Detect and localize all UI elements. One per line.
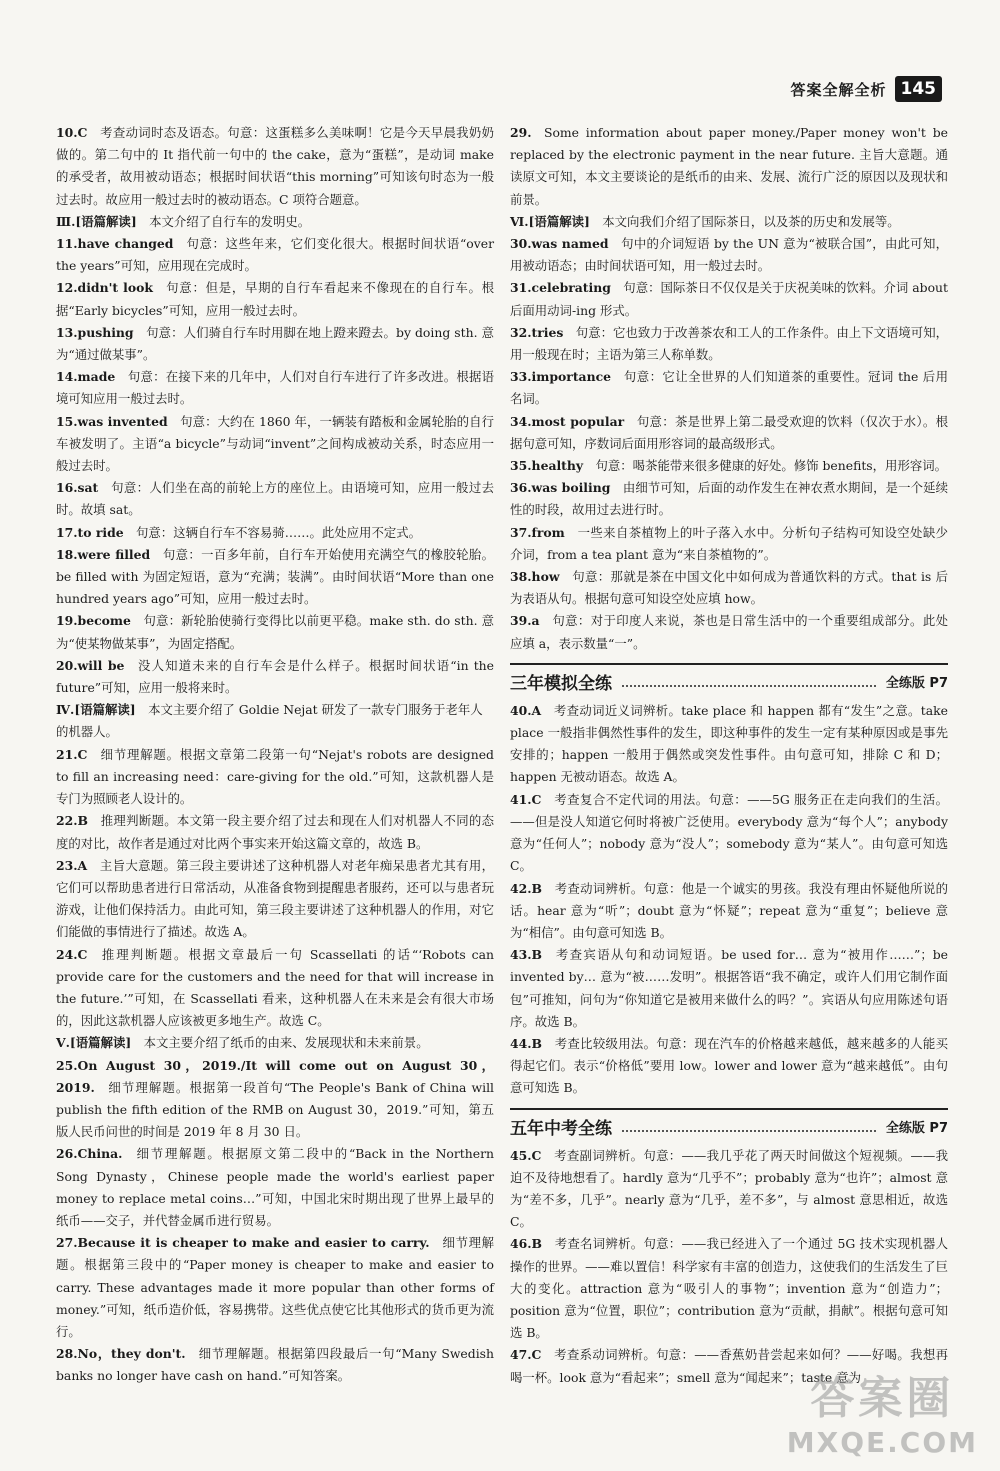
answer-explanation: 考查系动词辨析。句意：——香蕉奶昔尝起来如何？——好喝。我想再喝一杯。look 意为“看起来”；smell 意为“闻起来”；taste 意为 (510, 1347, 948, 1385)
answer-entry (56, 122, 494, 211)
answer-key: 12.didn't look (56, 280, 154, 296)
section-tag: Ⅴ.[语篇解读] (56, 1035, 132, 1051)
answer-entry (510, 944, 948, 1033)
answer-key: 15.was invented (56, 413, 168, 429)
answer-entry (510, 322, 948, 366)
answer-key: 31.celebrating (510, 280, 611, 296)
answer-explanation: Some information about paper money./Paper money won't be replaced by the electronic payment in the near future. 主旨大意题。通读原文可知，本文主要谈论的是纸币的由来、发展、流行广泛的原因以及现状和前景。 (510, 125, 948, 207)
section-text: 本文主要介绍了纸币的由来、发展现状和未来前景。 (143, 1035, 429, 1051)
answer-key: 43.B (510, 947, 543, 963)
answer-entry (56, 810, 494, 854)
answer-explanation: 推理判断题。本文第一段主要介绍了过去和现在人们对机器人不同的态度的对比，故作者是通过对比两个事实来开始这篇文章的，故选 B。 (56, 813, 494, 851)
answer-entry (510, 878, 948, 945)
answer-entry (56, 1232, 494, 1343)
answer-key: 34.most popular (510, 413, 625, 429)
answer-entry (510, 277, 948, 321)
answer-key: 39.a (510, 613, 540, 629)
answer-key: 25.On August 30，2019./It will come out on August 30，2019. (56, 1057, 494, 1095)
answer-explanation: 考查复合不定代词的用法。句意：——5G 服务正在走向我们的生活。——但是没人知道它何时将被广泛使用。everybody 意为“每个人”；anybody 意为“任何人”；nobody 意为“没人”；somebody 意为“某人”。由句意可知选 C。 (510, 791, 948, 874)
answer-key: 47.C (510, 1347, 542, 1363)
answer-explanation: 句中的介词短语 by the UN 意为“被联合国”，由此可知，用被动语态；由时间状语可知，用一般过去时。 (510, 236, 948, 274)
section-tag: Ⅵ.[语篇解读] (510, 213, 590, 229)
answer-explanation: 句意：这些年来，它们变化很大。根据时间状语“over the years”可知，应用现在完成时。 (56, 236, 494, 274)
answer-entry (510, 1145, 948, 1234)
answer-key: 44.B (510, 1035, 543, 1051)
answer-entry (510, 366, 948, 410)
answer-key: 42.B (510, 880, 543, 896)
answer-key: 45.C (510, 1147, 542, 1163)
answer-explanation: 细节理解题。根据第一段首句“The People's Bank of China will publish the fifth edition of the RMB on August 30，2019.”可知，第五版人民币问世的时间是 2019 年 8 月 30 日。 (56, 1079, 494, 1140)
answer-entry (510, 610, 948, 654)
answer-key: 36.was boiling (510, 480, 611, 496)
answer-entry (56, 855, 494, 944)
answer-entry (56, 411, 494, 478)
answer-explanation: 句意：新轮胎使骑行变得比以前更平稳。make sth. do sth. 意为“使某物做某事”，为固定搭配。 (56, 613, 494, 651)
watermark-logo: 答案圈 (810, 1373, 955, 1424)
answer-entry (56, 944, 494, 1033)
answer-explanation: 句意：茶是世界上第二最受欢迎的饮料（仅次于水）。根据句意可知，序数词后面用形容词的最高级形式。 (510, 413, 948, 451)
answer-explanation: 推理判断题。根据文章最后一句 Scassellati 的话“‘Robots can provide care for the customers and the need for that will increase in the future.’”可知，在 Scassellati 看来，这种机器人在未来是会有很大市场的，因此这款机器人应该被更多地生产。故选 C。 (56, 946, 494, 1029)
answer-explanation: 句意：人们坐在高的前轮上方的座位上。由语境可知，应用一般过去时。故填 sat。 (56, 480, 494, 518)
answer-key: 22.B (56, 813, 89, 829)
section-tag: Ⅲ.[语篇解读] (56, 213, 137, 229)
answer-explanation: 句意：大约在 1860 年，一辆装有踏板和金属轮胎的自行车被发明了。主语“a bicycle”与动词“invent”之间构成被动关系，时态应用一般过去时。 (56, 413, 494, 474)
answer-explanation: 句意：在接下来的几年中，人们对自行车进行了许多改进。根据语境可知应用一般过去时。 (56, 369, 494, 407)
banner-dots (622, 675, 876, 687)
answer-key: 24.C (56, 946, 88, 962)
page-number: 145 (895, 76, 943, 102)
page-header (790, 76, 942, 102)
answer-explanation: 考查动词辨析。句意：他是一个诚实的男孩。我没有理由怀疑他所说的话。hear 意为“听”；doubt 意为“怀疑”；repeat 意为“重复”；believe 意为“相信”。由句意可知选 B。 (510, 880, 948, 940)
answer-entry (510, 477, 948, 521)
answer-explanation: 没人知道未来的自行车会是什么样子。根据时间状语“in the future”可知，应用一般将来时。 (56, 657, 494, 696)
left-column (56, 122, 494, 1388)
section-banner (510, 1108, 948, 1139)
answer-explanation: 句意：它让全世界的人们知道茶的重要性。冠词 the 后用名词。 (510, 369, 948, 407)
answer-explanation: 主旨大意题。第三段主要讲述了这种机器人对老年痴呆患者尤其有用，它们可以帮助患者进行日常活动，从准备食物到提醒患者服药，还可以与患者玩游戏，让他们保持活力。由此可知，第三段主要讲述了这种机器人的作用，对它们能做的事情进行了描述。故选 A。 (56, 857, 494, 940)
answer-key: 10.C (56, 125, 88, 140)
banner-ref: 全练版 P7 (885, 675, 948, 691)
header-title: 答案全解全析 (790, 80, 887, 99)
answer-explanation: 句意：一百多年前，自行车开始使用充满空气的橡胶轮胎。be filled with 为固定短语，意为“充满；装满”。由时间状语“More than one hundred years ago”可知，应用一般过去时。 (56, 546, 495, 607)
answer-key: 21.C (56, 746, 88, 762)
answer-key: 46.B (510, 1236, 543, 1252)
answer-key: 40.A (510, 702, 542, 718)
answer-explanation: 考查动词近义词辨析。take place 和 happen 都有“发生”之意。take place 一般指非偶然性事件的发生，即这种事件的发生一定有某种原因或是事先安排的；happen 一般用于偶然或突发性事件。由句意可知，排除 C 和 D；happen 无被动语态。故选 A。 (510, 702, 948, 785)
answer-entry (510, 1033, 948, 1100)
answer-key: 29. (510, 125, 532, 140)
answer-key: 30.was named (510, 236, 609, 252)
answer-entry (56, 366, 494, 410)
banner-title: 三年模拟全练 (510, 673, 612, 694)
answer-explanation: 考查副词辨析。句意：——我几乎花了两天时间做这个短视频。——我迫不及待地想看了。hardly 意为“几乎不”；probably 意为“也许”；almost 意为“差不多，几乎”。nearly 意为“几乎，差不多”，与 almost 意思相近，故选 C。 (510, 1147, 948, 1230)
answer-explanation: 细节理解题。根据原文第二段中的“Back in the Northern Song Dynasty，Chinese people made the world's earliest paper money to replace metal coins…”可知，中国北宋时期出现了世界上最早的纸币——交子，并代替金属币进行贸易。 (56, 1146, 494, 1228)
answer-key: 28.No，they don't. (56, 1346, 186, 1362)
section-intro (56, 699, 494, 743)
answer-entry (56, 277, 494, 321)
section-text: 本文介绍了自行车的发明史。 (149, 213, 311, 229)
answer-entry (56, 477, 494, 521)
answer-entry (56, 522, 494, 544)
answer-explanation: 句意：国际茶日不仅仅是关于庆祝美味的饮料。介词 about 后面用动词-ing 形式。 (510, 280, 948, 318)
answer-explanation: 句意：人们骑自行车时用脚在地上蹬来蹬去。by doing sth. 意为“通过做某事”。 (56, 324, 494, 363)
answer-explanation: 考查比较级用法。句意：现在汽车的价格越来越低，越来越多的人能买得起它们。表示“价格低”要用 low。lower and lower 意为“越来越低”。由句意可知选 B。 (510, 1035, 948, 1096)
answer-explanation: 考查动词时态及语态。句意：这蛋糕多么美味啊！它是今天早晨我奶奶做的。第二句中的 It 指代前一句中的 the cake，意为“蛋糕”，是动词 make 的承受者，故用被动语态；根据时间状语“this morning”可知该句时态为一般过去时。故应用一般过去时的被动语态。C 项符合题意。 (56, 125, 494, 207)
answer-explanation: 考查宾语从句和动词短语。be used for… 意为“被用作……”；be invented by… 意为“被……发明”。根据答语“我不确定，或许人们用它制作面包”可推知，问句为“你知道它是被用来做什么的吗？”。宾语从句应用陈述句语序。故选 B。 (510, 947, 948, 1029)
answer-entry (56, 544, 494, 611)
answer-key: 20.will be (56, 657, 125, 673)
answer-explanation: 考查名词辨析。句意：——我已经进入了一个通过 5G 技术实现机器人操作的世界。——难以置信！科学家有丰富的创造力，这使我们的生活发生了巨大的变化。attraction 意为“吸引人的事物”；invention 意为“创造力”；position 意为“位置，职位”；contribution 意为“贡献，捐献”。根据句意可知选 B。 (510, 1236, 948, 1341)
answer-explanation: 细节理解题。根据第三段中的“Paper money is cheaper to make and easier to carry. These advantages made it more popular than other forms of money.”可知，纸币造价低，容易携带。这些优点使它比其他形式的货币更为流行。 (56, 1235, 495, 1339)
answer-entry (510, 411, 948, 455)
answer-key: 41.C (510, 791, 542, 807)
banner-dots (622, 1120, 876, 1132)
answer-entry (510, 522, 948, 566)
answer-key: 35.healthy (510, 458, 584, 474)
answer-key: 23.A (56, 857, 88, 873)
answer-key: 14.made (56, 369, 116, 385)
answer-explanation: 句意：但是，早期的自行车看起来不像现在的自行车。根据“Early bicycles”可知，应用一般过去时。 (56, 280, 494, 318)
answer-entry (56, 1143, 494, 1232)
answer-entry (56, 322, 494, 366)
section-text: 本文向我们介绍了国际茶日，以及茶的历史和发展等。 (602, 213, 900, 229)
answer-explanation: 句意：对于印度人来说，茶也是日常生活中的一个重要组成部分。此处应填 a，表示数量“一”。 (510, 613, 948, 651)
section-intro (510, 211, 948, 233)
answer-key: 13.pushing (56, 324, 134, 340)
answer-explanation: 句意：它也致力于改善茶农和工人的工作条件。由上下文语境可知，用一般现在时；主语为第三人称单数。 (510, 324, 948, 363)
answer-key: 32.tries (510, 324, 564, 340)
answer-key: 18.were filled (56, 546, 151, 562)
answer-key: 33.importance (510, 369, 612, 385)
answer-explanation: 细节理解题。根据文章第二段第一句“Nejat's robots are designed to fill an increasing need：care-giving for the old.”可知，这款机器人是专门为照顾老人设计的。 (56, 746, 494, 807)
section-text: 本文主要介绍了 Goldie Nejat 研发了一款专门服务于老年人的机器人。 (56, 702, 483, 740)
answer-explanation: 句意：喝茶能带来很多健康的好处。修饰 benefits，用形容词。 (595, 458, 948, 474)
answer-explanation: 细节理解题。根据第四段最后一句“Many Swedish banks no longer have cash on hand.”可知答案。 (56, 1346, 494, 1384)
answer-entry (510, 566, 948, 610)
answer-entry (56, 610, 494, 654)
watermark-url: MXQE.COM (786, 1426, 978, 1459)
answer-entry (56, 1343, 494, 1387)
answer-explanation: 句意：那就是茶在中国文化中如何成为普通饮料的方式。that is 后为表语从句。根据句意可知设空处应填 how。 (510, 569, 948, 607)
answer-entry (510, 455, 948, 477)
answer-entry (56, 744, 494, 811)
answer-explanation: 一些来自茶植物上的叶子落入水中。分析句子结构可知设空处缺少介词，from a tea plant 意为“来自茶植物的”。 (510, 524, 948, 562)
answer-key: 16.sat (56, 480, 99, 496)
section-banner (510, 663, 948, 694)
answer-key: 27.Because it is cheaper to make and easier to carry. (56, 1235, 430, 1251)
watermark (787, 1362, 978, 1459)
banner-title: 五年中考全练 (510, 1118, 612, 1139)
answer-entry (510, 122, 948, 211)
answer-key: 38.how (510, 569, 560, 585)
answer-entry (56, 1055, 494, 1144)
answer-entry (510, 700, 948, 789)
answer-entry (510, 789, 948, 878)
right-column (510, 122, 948, 1389)
section-tag: Ⅳ.[语篇解读] (56, 702, 136, 718)
answer-explanation: 句意：这辆自行车不容易骑……。此处应用不定式。 (136, 524, 422, 540)
answer-key: 19.become (56, 613, 131, 629)
answer-explanation: 由细节可知，后面的动作发生在神农煮水期间，是一个延续性的时段，故用过去进行时。 (510, 480, 949, 518)
answer-key: 17.to ride (56, 524, 124, 540)
answer-entry (56, 655, 494, 699)
answer-entry (56, 233, 494, 277)
answer-key: 26.China. (56, 1146, 123, 1162)
answer-entry (510, 1233, 948, 1344)
section-intro (56, 1032, 494, 1054)
answer-key: 37.from (510, 524, 565, 540)
answer-key: 11.have changed (56, 236, 174, 252)
banner-ref: 全练版 P7 (885, 1120, 948, 1136)
answer-entry (510, 233, 948, 277)
section-intro (56, 211, 494, 233)
